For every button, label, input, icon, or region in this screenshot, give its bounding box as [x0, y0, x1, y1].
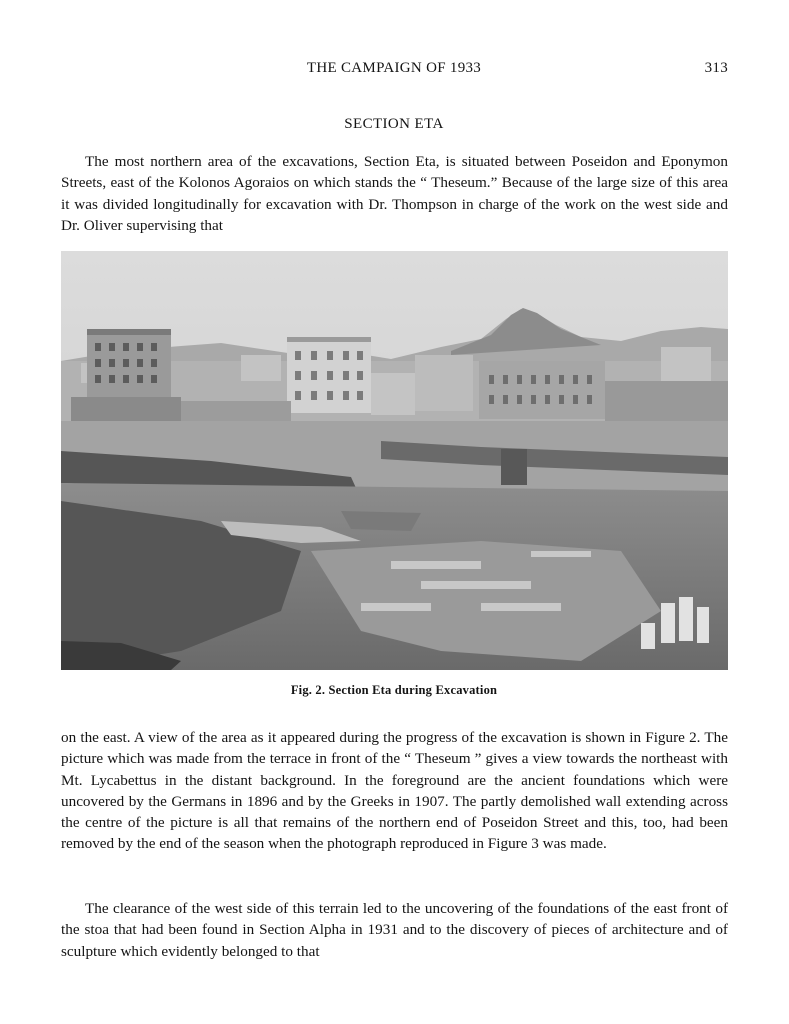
paragraph-figure-description: on the east. A view of the area as it appeared during the progress of the excavation is shown in Figure 2. The picture which was made from the terrace in front of the “ Theseum ” gives a view towards the northeast with Mt. Lycabettus in the distant background. In the foreground are the ancient foundations which were uncovered by the Germans in 1896 and by the Greeks in 1907. The partly demolished wall extending across the centre of the picture is all that remains of the northern end of Poseidon Street and this, too, had been removed by the end of the season when the photograph reproduced in Figure 3 was made.: [61, 729, 728, 853]
figure-caption: Fig. 2. Section Eta during Excavation: [290, 683, 498, 697]
section-title: SECTION ETA: [344, 116, 444, 132]
running-head: [60, 60, 728, 82]
paragraph-west-side-clearance: The clearance of the west side of this terrain led to the uncovering of the foundations of the east front of the stoa that had been found in Section Alpha in 1931 and to the discovery of pieces of architecture and of sculpture which evidently belonged to that: [61, 900, 728, 960]
excavation-photograph: [61, 251, 728, 670]
running-title: THE CAMPAIGN OF 1933: [306, 60, 482, 76]
page-number: 313: [704, 60, 728, 76]
paragraph-intro: The most northern area of the excavations, Section Eta, is situated between Poseidon and Eponymon Streets, east of the Kolonos Agoraios on which stands the “ Theseum.” Because of the large size of this area it was divided longitudinally for excavation with Dr. Thompson in charge of the work on the west side and Dr. Oliver supervising that: [61, 153, 728, 234]
